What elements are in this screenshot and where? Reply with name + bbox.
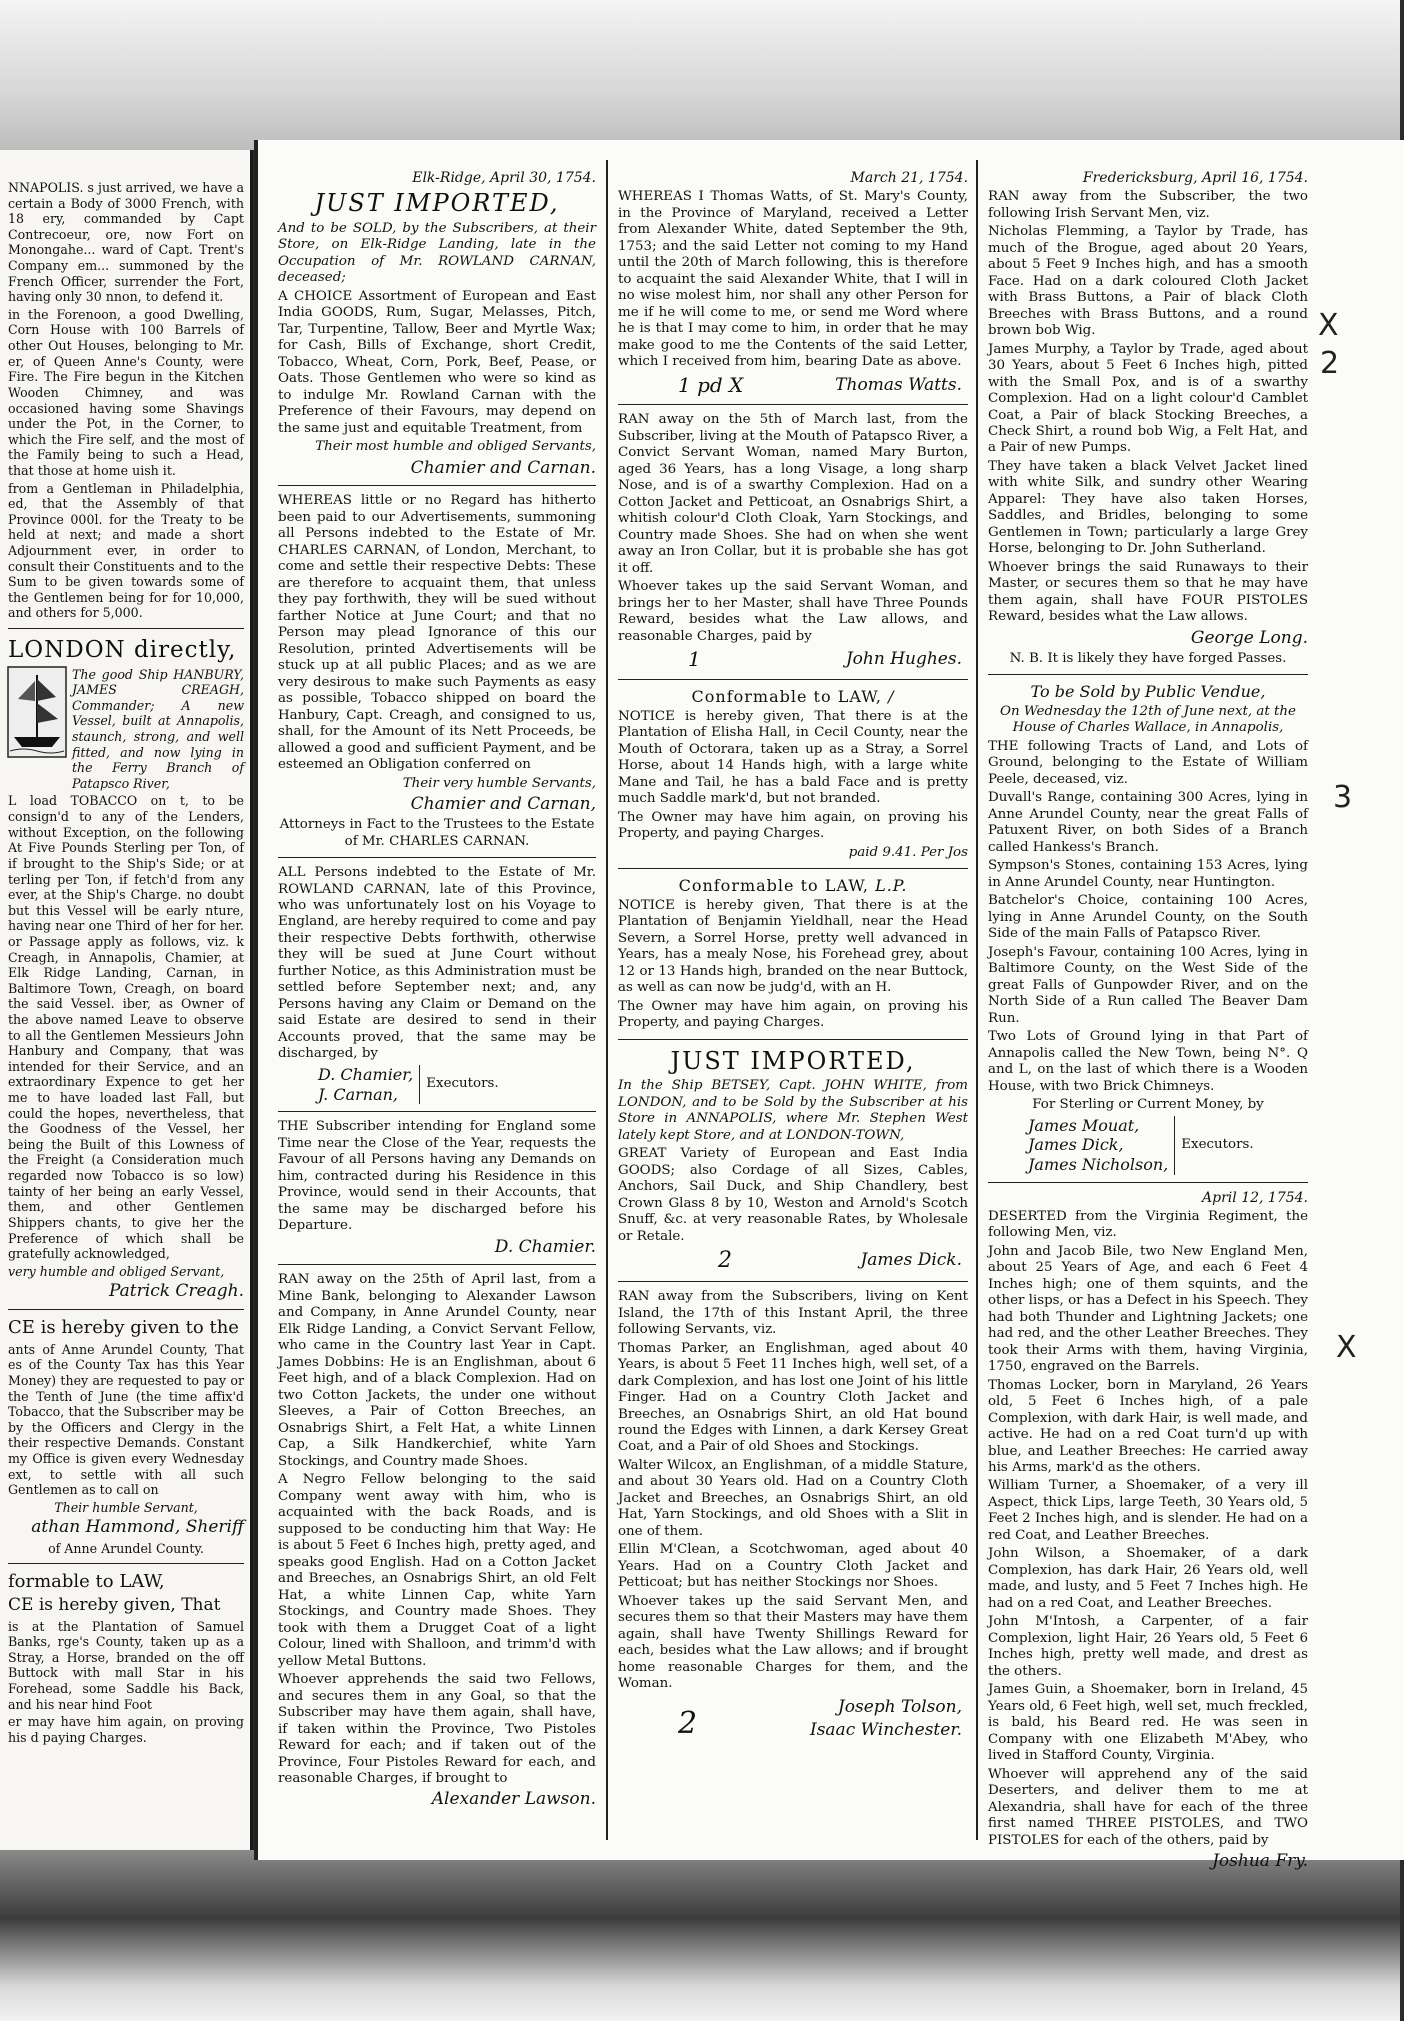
taken-desc: They have taken a black Velvet Jacket lined with white Silk, and sundry other Wearing Apparel: They have also taken Horses, Saddles, and Bridles, belonging to some Gentlemen in Town; particularly a large Grey Horse, belonging to Dr. John Sutherland. bbox=[988, 458, 1308, 557]
executor-name: James Nicholson, bbox=[1028, 1154, 1169, 1174]
long-runaway-ad: RAN away from the Subscriber, the two following Irish Servant Men, viz. bbox=[988, 189, 1308, 221]
whereas-sign-intro: Their very humble Servants, bbox=[402, 775, 596, 791]
divider bbox=[278, 857, 596, 858]
tax-heading: CE is hereby given to the bbox=[8, 1317, 239, 1339]
margin-x-mark: X bbox=[1336, 1330, 1357, 1365]
tobacco-sign-intro: very humble and obliged Servant, bbox=[8, 1263, 225, 1279]
annapolis-news: NNAPOLIS. s just arrived, we have a certain a Body of 3000 French, with 18 ery, commanded by Capt Contrecoeur, ore, now Fort on Monongahe... ward of Capt. Trent's Company em... summoned by the French Officer, surrender the Fort, having only 30 nnon, to defend it. bbox=[8, 180, 244, 305]
long-whoever: Whoever brings the said Runaways to their Master, or secures them so that he may have them again, shall have FOUR PISTOLES Reward, besides what the Law allows. bbox=[988, 559, 1308, 625]
fire-news: in the Forenoon, a good Dwelling, Corn House with 100 Barrels of other Out Houses, belonging to Mr. er, of Queen Anne's County, were Fire. The Fire begun in the Kitchen Wooden Chimney, and was occasioned having some Shavings under the Pot, in the Corner, to which the Fire self, and the most of the Family being to such a Head, that those at home uish it. bbox=[8, 306, 244, 478]
executor-name: D. Chamier, bbox=[318, 1064, 414, 1084]
divider bbox=[278, 485, 596, 486]
divider bbox=[278, 1111, 596, 1112]
executors-block bbox=[318, 1065, 596, 1104]
divider bbox=[618, 679, 968, 680]
dateline: Fredericksburg, April 16, 1754. bbox=[1082, 170, 1308, 186]
executor-name: James Dick, bbox=[1028, 1135, 1124, 1155]
handwritten-mark: 2 bbox=[678, 1705, 698, 1741]
law-heading-2: Conformable to LAW, L.P. bbox=[678, 876, 908, 896]
executors-label: Executors. bbox=[426, 1076, 499, 1092]
locker-desc: Thomas Locker, born in Maryland, 26 Years old, 5 Feet 6 Inches high, of a pale Complexion, with dark Hair, is well made, and active. He had on a red Coat turn'd up with blue, and Leather Breeches: He carried away his Arms, mark'd as the others. bbox=[988, 1377, 1308, 1475]
dateline: April 12, 1754. bbox=[1202, 1189, 1308, 1206]
tobacco-heading: L load TOBACCO on t, to be consign'd to any of the Lenders, without Exception, on the following At Five Pounds Sterling per Ton, of if brought to the Ship's Side; or at terling per Ton, if fetch'd from any ever, at the Ship's Charge. no doubt but this Vessel will be early nture, having near one Third of her for her. or Passage apply as follows, viz. k Creagh, in Annapolis, Chamier, at Elk Ridge Landing, Carnan, in Baltimore Town, Creagh, on board the said Vessel. iber, as Owner of the above named Leave to observe to all the Gentlemen Messieurs John Hanbury and Company, that was intended for their Service, and an extraordinary Expence to get her me to have loaded last Fall, but could the hopes, nevertheless, that the Goodness of the Vessel, her being the Built of this Lowness of the Freight (a Consideration much regarded now Tobacco is so low) tainty of her being an early Vessel, them, and other Gentlemen Shippers chants, to give her the Preference of which shall be gratefully acknowledged, bbox=[8, 793, 244, 1262]
subscriber-signature: D. Chamier. bbox=[494, 1236, 596, 1257]
handwritten-mark: 2 bbox=[718, 1248, 732, 1274]
london-heading: LONDON directly, bbox=[8, 637, 237, 664]
executors-block bbox=[1028, 1116, 1308, 1175]
divider bbox=[8, 1309, 244, 1310]
law-notice-2: NOTICE is hereby given, That there is at the Plantation of Benjamin Yieldhall, near the Head Severn, a Sorrel Horse, pretty well advanced in Years, has a mealy Nose, his Forehead grey, about 12 or 13 Hands high, branded on the near Buttock, as well as can now be judg'd, with an H. bbox=[618, 897, 968, 996]
negro-fellow-ad: A Negro Fellow belonging to the said Company went away with him, who is acquainted with the back Roads, and is supposed to be conducting him that Way: He is about 5 Feet 6 Inches high, pretty aged, and speaks good English. Had on a Cotton Jacket and Breeches, an Osnabrigs Shirt, an old Felt Hat, a white Linnen Cap, white Yarn Stockings, and Country made Shoes. They took with them a Drugget Coat of a light Colour, lined with Shalloon, and trimm'd with yellow Metal Buttons. bbox=[278, 1472, 596, 1669]
handwritten-paid: paid 9.41. Per Jos bbox=[848, 844, 968, 860]
divider bbox=[988, 1182, 1308, 1183]
column-rule bbox=[976, 160, 978, 1840]
divider bbox=[8, 628, 244, 629]
murphy-desc: James Murphy, a Taylor by Trade, aged about 30 Years, about 5 Feet 6 Inches high, pitted with the Small Pox, and is of a swarthy Complexion. Had on a light colour'd Camblet Coat, a Pair of black Stocking Breeches, a Check Shirt, a round bob Wig, a Felt Hat, and a Pair of new Pumps. bbox=[988, 341, 1308, 456]
law-notice-1-end: The Owner may have him again, on proving his Property, and paying Charges. bbox=[618, 809, 968, 842]
vendue-heading: To be Sold by Public Vendue, bbox=[1030, 682, 1266, 702]
whereas-ad: WHEREAS little or no Regard has hitherto been paid to our Advertisements, summoning all Persons indebted to the Estate of Mr. CHARLES CARNAN, of London, Merchant, to come and settle their respective Debts: These are therefore to acquaint them, that unless they pay forthwith, they will be sued without farther Notice at June Court; and that no Person may plead Ignorance of this our Resolution, printed Advertisements will be stuck up at all public Places; and as we are very desirous to make such Payments as easy as possible, Tobacco shipped on board the Hanbury, Capt. Creagh, and consigned to us, shall, for the Amount of its Nett Proceeds, be allowed a good and sufficient Payment, and be esteemed an Obligation conferred on bbox=[278, 493, 596, 773]
law-subheading: CE is hereby given, That bbox=[8, 1595, 221, 1616]
great-variety-ad: GREAT Variety of European and East India GOODS; also Cordage of all Sizes, Cables, Anchors, Sail Duck, and Ship Chandlery, best Crown Glass 8 by 10, Weston and Arnold's Scotch Snuff, &c. at very reasonable Rates, by Wholesale or Retale. bbox=[618, 1146, 968, 1244]
tobacco-signature: Patrick Creagh. bbox=[109, 1281, 244, 1302]
tax-county: of Anne Arundel County. bbox=[48, 1540, 204, 1556]
law-heading: formable to LAW, bbox=[8, 1571, 165, 1593]
turner-desc: William Turner, a Shoemaker, of a very ill Aspect, thick Lips, large Teeth, 30 Years old, 5 Feet 2 Inches high, and is slender. He had on a red Coat, and Leather Breeches. bbox=[988, 1478, 1308, 1543]
bile-desc: John and Jacob Bile, two New England Men, about 25 Years of Age, and each 6 Feet 4 Inches high; one of them squints, and the other lisps, or has a Defect in his Speech. They had both Thunder and Lightning Jackets; one had red, and the other Leather Breeches. They took their Arms with them, having Virginia, 1750, engraved on the Barrels. bbox=[988, 1243, 1308, 1375]
joseph-tract: Joseph's Favour, containing 100 Acres, lying in Baltimore County, on the West Side of the great Falls of Gunpowder River, and on the North Side of a Run called The Beaver Dam Run. bbox=[988, 944, 1308, 1026]
left-page-text bbox=[8, 180, 244, 1747]
kent-island-ad: RAN away from the Subscribers, living on Kent Island, the 17th of this Instant April, the three following Servants, viz. bbox=[618, 1289, 968, 1338]
kent-whoever: Whoever takes up the said Servant Men, and secures them so that their Masters may have them again, shall have Twenty Shillings Reward for each, besides what the Law allows; and if brought home reasonable Charges for them, and the Woman. bbox=[618, 1593, 968, 1692]
executor-name: J. Carnan, bbox=[318, 1084, 399, 1104]
fry-whoever: Whoever will apprehend any of the said Deserters, and deliver them to me at Alexandria, shall have for each of the three first named THREE PISTOLES, and TWO PISTOLES for each of the others, paid by bbox=[988, 1766, 1308, 1848]
divider bbox=[618, 868, 968, 869]
sympson-tract: Sympson's Stones, containing 153 Acres, lying in Anne Arundel County, near Huntington. bbox=[988, 858, 1308, 890]
runaway-signature: Alexander Lawson. bbox=[431, 1789, 596, 1810]
deserted-ad: DESERTED from the Virginia Regiment, the following Men, viz. bbox=[988, 1208, 1308, 1241]
scan-top-border bbox=[0, 0, 1400, 150]
money-line: For Sterling or Current Money, by bbox=[1032, 1097, 1264, 1113]
hughes-runaway-ad: RAN away on the 5th of March last, from the Subscriber, living at the Mouth of Patapsco River, a Convict Servant Woman, named Mary Burton, aged 36 Years, has a long Visage, a long sharp Nose, and is of a swarthy Complexion. Had on a Cotton Jacket and Petticoat, an Osnabrigs Shirt, a whitish colour'd Cloth Cloak, Yarn Stockings, and Country made Shoes. She had on when she went away an Iron Collar, but it is probable she has got it off. bbox=[618, 412, 968, 576]
law-body: is at the Plantation of Samuel Banks, rge's County, taken up as a Stray, a Horse, branded on the off Buttock with mall Star in his Forehead, some Saddle his Back, and his near hind Foot bbox=[8, 1618, 244, 1712]
guin-desc: James Guin, a Shoemaker, born in Ireland, 45 Years old, 6 Feet high, well set, much freckled, is bald, his Beard red. He was seen in Company with one Elizabeth M'Abey, who lived in Stafford County, Virginia. bbox=[988, 1682, 1308, 1764]
vendue-date: On Wednesday the 12th of June next, at the House of Charles Wallace, in Annapolis, bbox=[1000, 703, 1296, 736]
assembly-news: from a Gentleman in Philadelphia, ed, that the Assembly of that Province 000l. for the Treaty to be held at next; and made a short Adjournment ever, in order to consult their Constituents and to the Sum to be given towards some of the Gentlemen being for for 10,000, and others for 5,000. bbox=[8, 480, 244, 621]
ship-intro: The good Ship HANBURY, JAMES CREAGH, Commander; A new Vessel, built at Annapolis, staunch, strong, and well fitted, and now lying in the Ferry Branch of Patapsco River, bbox=[72, 666, 244, 791]
just-imported-intro: In the Ship BETSEY, Capt. JOHN WHITE, from LONDON, and to be Sold by the Subscriber at his Store in ANNAPOLIS, where Mr. Stephen West lately kept Store, and at LONDON-TOWN, bbox=[618, 1078, 968, 1143]
column-2 bbox=[618, 170, 968, 1850]
margin-3-mark: 3 bbox=[1333, 780, 1353, 815]
dateline: March 21, 1754. bbox=[850, 170, 968, 186]
law-notice-2-end: The Owner may have him again, on proving his Property, and paying Charges. bbox=[618, 998, 968, 1031]
executor-name: James Mouat, bbox=[1028, 1115, 1140, 1135]
mcclean-desc: Ellin M'Clean, a Scotchwoman, aged about 40 Years. Had on a Country Cloth Jacket and Petticoat; but has neither Stockings nor Shoes. bbox=[618, 1542, 968, 1591]
choice-sign-intro: Their most humble and obliged Servants, bbox=[315, 439, 596, 455]
tolson-signature: Joseph Tolson, bbox=[837, 1696, 962, 1717]
duvall-tract: Duvall's Range, containing 300 Acres, lying in Anne Arundel County, near the great Falls of Patuxent River, on both Sides of a Branch called Hankess's Branch. bbox=[988, 790, 1308, 855]
dateline: Elk-Ridge, April 30, 1754. bbox=[412, 170, 596, 186]
whoever-ad: Whoever apprehends the said two Fellows, and secures them in any Goal, so that the Subscriber may have them again, shall have, if taken within the Province, Two Pistoles Reward for each; and if taken out of the Province, Four Pistoles Reward for each, and reasonable Charges, if brought to bbox=[278, 1672, 596, 1786]
whereas-signature: Chamier and Carnan, bbox=[410, 794, 596, 815]
choice-signature: Chamier and Carnan. bbox=[410, 457, 596, 478]
law-notice-1: NOTICE is hereby given, That there is at the Plantation of Elisha Hall, in Cecil County, near the Mouth of Octorara, taken up as a Stray, a Sorrel Horse, about 14 Hands high, with a large white Mane and Tail, he has a bald Face and is pretty much Saddle mark'd, but not branded. bbox=[618, 708, 968, 807]
subscriber-ad: THE Subscriber intending for England some Time near the Close of the Year, requests the Favour of all Persons having any Demands on him, contracted during his Residence in this Province, would send in their Accounts, that the same may be discharged before his Departure. bbox=[278, 1119, 596, 1234]
winchester-signature: Isaac Winchester. bbox=[809, 1719, 962, 1740]
flemming-desc: Nicholas Flemming, a Taylor by Trade, has much of the Brogue, aged about 20 Years, about 5 Feet 9 Inches high, and has a smooth Face. Had on a dark coloured Cloth Jacket with Brass Buttons, a Pair of black Cloth Breeches with Brass Buttons, and a round brown bob Wig. bbox=[988, 224, 1308, 339]
watts-signature: Thomas Watts. bbox=[835, 374, 962, 395]
column-rule bbox=[606, 160, 608, 1840]
batchelor-tract: Batchelor's Choice, containing 100 Acres, lying in Anne Arundel County, on the South Side of the main Falls of Patapsco River. bbox=[988, 893, 1308, 942]
all-persons-ad: ALL Persons indebted to the Estate of Mr. ROWLAND CARNAN, late of this Province, who was unfortunately lost on his Voyage to England, are hereby required to come and pay their respective Debts forthwith, otherwise they will be sued at June Court without further Notice, as this Administration must be settled before September next; and, any Persons having any Claim or Demand on the said Estate are desired to send in their Accounts proved, that the same may be discharged, by bbox=[278, 865, 596, 1062]
tracts-ad: THE following Tracts of Land, and Lots of Ground, belonging to the Estate of William Peele, deceased, viz. bbox=[988, 738, 1308, 787]
ad-title: JUST IMPORTED, bbox=[314, 189, 560, 218]
lots-desc: Two Lots of Ground lying in that Part of Annapolis called the New Town, being N°. Q and L, on the last of which there is a Wooden House, with two Brick Chimneys. bbox=[988, 1029, 1308, 1094]
margin-x-mark: X bbox=[1318, 308, 1339, 343]
just-imported-title: JUST IMPORTED, bbox=[670, 1046, 916, 1075]
divider bbox=[618, 1281, 968, 1282]
watts-ad: WHEREAS I Thomas Watts, of St. Mary's County, in the Province of Maryland, received a Letter from Alexander White, dated September the 9th, 1753; and the said Letter not coming to my Hand until the 20th of March following, this is therefore to acquaint the said Alexander White, that I will in no wise molest him, nor shall any other Person for me if he will come to me, or send me Word where he is that I may come to him, in order that he may make good to me the Contents of the said Letter, which I received from him, bearing Date as above. bbox=[618, 189, 968, 370]
runaway-ad: RAN away on the 25th of April last, from a Mine Bank, belonging to Alexander Lawson and Company, in Anne Arundel County, near Elk Ridge Landing, a Convict Servant Fellow, who came in the Country last Year in Capt. James Dobbins: He is an Englishman, about 6 Feet high, and of a black Complexion. Had on two Cotton Jackets, the under one without Sleeves, a Pair of Cotton Breeches, an Osnabrigs Shirt, a Felt Hat, a white Linnen Cap, a Silk Handkerchief, white Yarn Stockings, and Country made Shoes. bbox=[278, 1272, 596, 1469]
wilson-desc: John Wilson, a Shoemaker, of a dark Complexion, has dark Hair, 26 Years old, well made, and lusty, and 5 Feet 7 Inches high. He had on a red Coat, and Leather Breeches. bbox=[988, 1546, 1308, 1611]
mintosh-desc: John M'Intosh, a Carpenter, of a fair Complexion, light Hair, 26 Years old, 5 Feet 6 Inches high, pretty well made, and drest as the others. bbox=[988, 1614, 1308, 1679]
ship-illustration bbox=[8, 667, 66, 757]
whereas-sign-role: Attorneys in Fact to the Trustees to the Estate of Mr. CHARLES CARNAN. bbox=[279, 817, 595, 849]
divider bbox=[618, 404, 968, 405]
dick-signature: James Dick. bbox=[860, 1250, 962, 1271]
nb-note: N. B. It is likely they have forged Passes. bbox=[1009, 650, 1287, 666]
newspaper-page bbox=[254, 140, 1404, 1872]
law-end: er may have him again, on proving his d paying Charges. bbox=[8, 1714, 244, 1745]
handwritten-mark: 1 bbox=[688, 647, 701, 672]
column-3 bbox=[988, 170, 1308, 1872]
divider bbox=[278, 1264, 596, 1265]
handwritten-mark: 1 pd X bbox=[678, 372, 744, 397]
hughes-signature: John Hughes. bbox=[845, 649, 962, 670]
ad-intro: And to be SOLD, by the Subscribers, at their Store, on Elk-Ridge Landing, late in the Occupation of Mr. ROWLAND CARNAN, deceased; bbox=[278, 220, 596, 286]
divider bbox=[8, 1563, 244, 1564]
tax-body: ants of Anne Arundel County, That es of the County Tax has this Year Money) they are requested to pay or the Tenth of June (the time affix'd Tobacco, that the Subscriber may be by the Officers and Clergy in the their respective Demands. Constant my Office is given every Wednesday ext, to settle with all such Gentlemen as to call on bbox=[8, 1341, 244, 1498]
law-heading-1: Conformable to LAW, / bbox=[691, 687, 895, 707]
hughes-whoever: Whoever takes up the said Servant Woman, and brings her to her Master, shall have Three Pounds Reward, besides what the Law allows, and reasonable Charges, paid by bbox=[618, 579, 968, 644]
executors-label: Executors. bbox=[1181, 1136, 1254, 1152]
choice-ad: A CHOICE Assortment of European and East India GOODS, Rum, Sugar, Melasses, Pitch, Tar, Turpentine, Tallow, Beer and Myrtle Wax; for Cash, Bills of Exchange, short Credit, Tobacco, Wheat, Corn, Pork, Beef, Pease, or Oats. Those Gentlemen who were so kind as to indulge Mr. Rowland Carnan with the Preference of their Favours, may depend on the same just and equitable Treatment, from bbox=[278, 288, 596, 436]
tax-signature: athan Hammond, Sheriff bbox=[31, 1517, 244, 1538]
left-page-fragment bbox=[0, 150, 253, 1850]
divider bbox=[988, 674, 1308, 675]
tax-sign-intro: Their humble Servant, bbox=[54, 1499, 198, 1515]
fry-signature: Joshua Fry. bbox=[1212, 1851, 1308, 1872]
wilcox-desc: Walter Wilcox, an Englishman, of a middle Stature, and about 30 Years old. Had on a Country Cloth Jacket and Breeches, an Osnabrigs Shirt, an old Hat, Yarn Stockings, and old Shoes with a Slit in one of them. bbox=[618, 1457, 968, 1539]
margin-2-mark: 2 bbox=[1320, 346, 1340, 381]
divider bbox=[618, 1039, 968, 1040]
long-signature: George Long. bbox=[1190, 627, 1308, 648]
scan-bottom-border bbox=[0, 1850, 1400, 2021]
parker-desc: Thomas Parker, an Englishman, aged about 40 Years, is about 5 Feet 11 Inches high, well set, of a dark Complexion, and has lost one Joint of his little Finger. Had on a Country Cloth Jacket and Breeches, an Osnabrigs Shirt, an old Hat bound round the Edges with Linnen, a dark Kersey Great Coat, and a Pair of old Shoes and Stockings. bbox=[618, 1340, 968, 1455]
column-1 bbox=[278, 170, 596, 1850]
